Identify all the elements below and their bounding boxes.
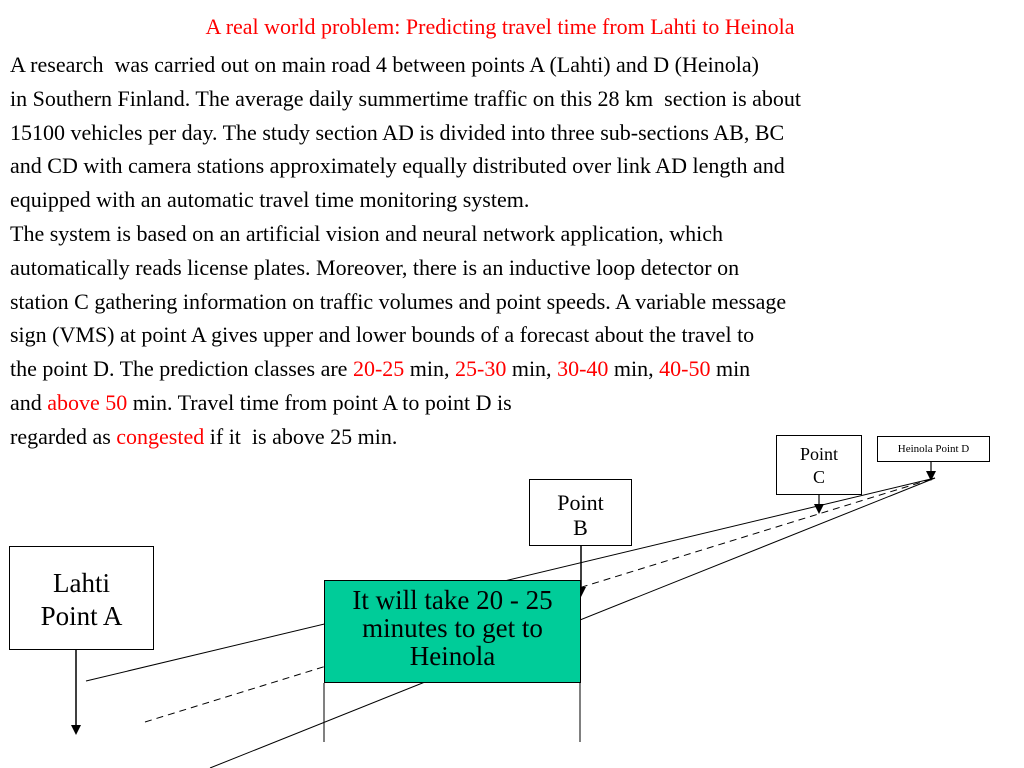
text-line: automatically reads license plates. Moreover, there is an inductive loop detector on [10,254,740,280]
text-segment: min, [404,356,455,382]
text-segment: min, [506,356,558,382]
point-c-label [776,435,862,495]
text-line: 15100 vehicles per day. The study section AD is divided into three sub-sections AB, BC [10,119,785,145]
prediction-class: 40-50 [659,356,711,382]
text-segment: min, [608,356,660,382]
forecast-line: It will take 20 - 25 [352,585,553,615]
text-segment: min. Travel time from point A to point D is [127,389,512,415]
text-line: and CD with camera stations approximately equally distributed over link AD length and [10,153,785,179]
text-line: sign (VMS) at point A gives upper and lower bounds of a forecast about the travel to [10,322,755,348]
point-b-label [529,479,632,546]
point-a-label [9,546,154,650]
prediction-class: 30-40 [557,356,609,382]
prediction-class: 25-30 [455,356,507,382]
point-b-letter: B [573,515,588,540]
text-segment: min [710,356,751,382]
point-d-label: Heinola Point D [877,436,990,462]
forecast-line: minutes to get to [362,613,543,643]
slide-title: A real world problem: Predicting travel time from Lahti to Heinola [205,14,795,39]
text-segment: the point D. The prediction classes are [10,356,353,382]
text-line: station C gathering information on traffic volumes and point speeds. A variable message [10,288,787,314]
prediction-class: above 50 [47,389,128,415]
text-line: The system is based on an artificial vision and neural network application, which [10,220,723,246]
point-b-word: Point [557,490,604,515]
point-a-name: Point A [40,601,123,631]
text-segment: regarded as [10,423,117,449]
text-segment: and [10,389,48,415]
text-line: A research was carried out on main road 4 between points A (Lahti) and D (Heinola) [10,52,759,77]
forecast-line: Heinola [409,641,496,671]
point-c-letter: C [812,467,825,487]
text-line: equipped with an automatic travel time monitoring system. [10,187,530,213]
point-a-city: Lahti [53,568,110,598]
congested-term: congested [116,423,205,449]
text-segment: if it is above 25 min. [204,423,398,449]
vms-forecast-sign [324,580,581,683]
text-line: in Southern Finland. The average daily summertime traffic on this 28 km section is about [10,85,802,111]
point-c-word: Point [799,444,838,464]
prediction-class: 20-25 [352,356,405,382]
